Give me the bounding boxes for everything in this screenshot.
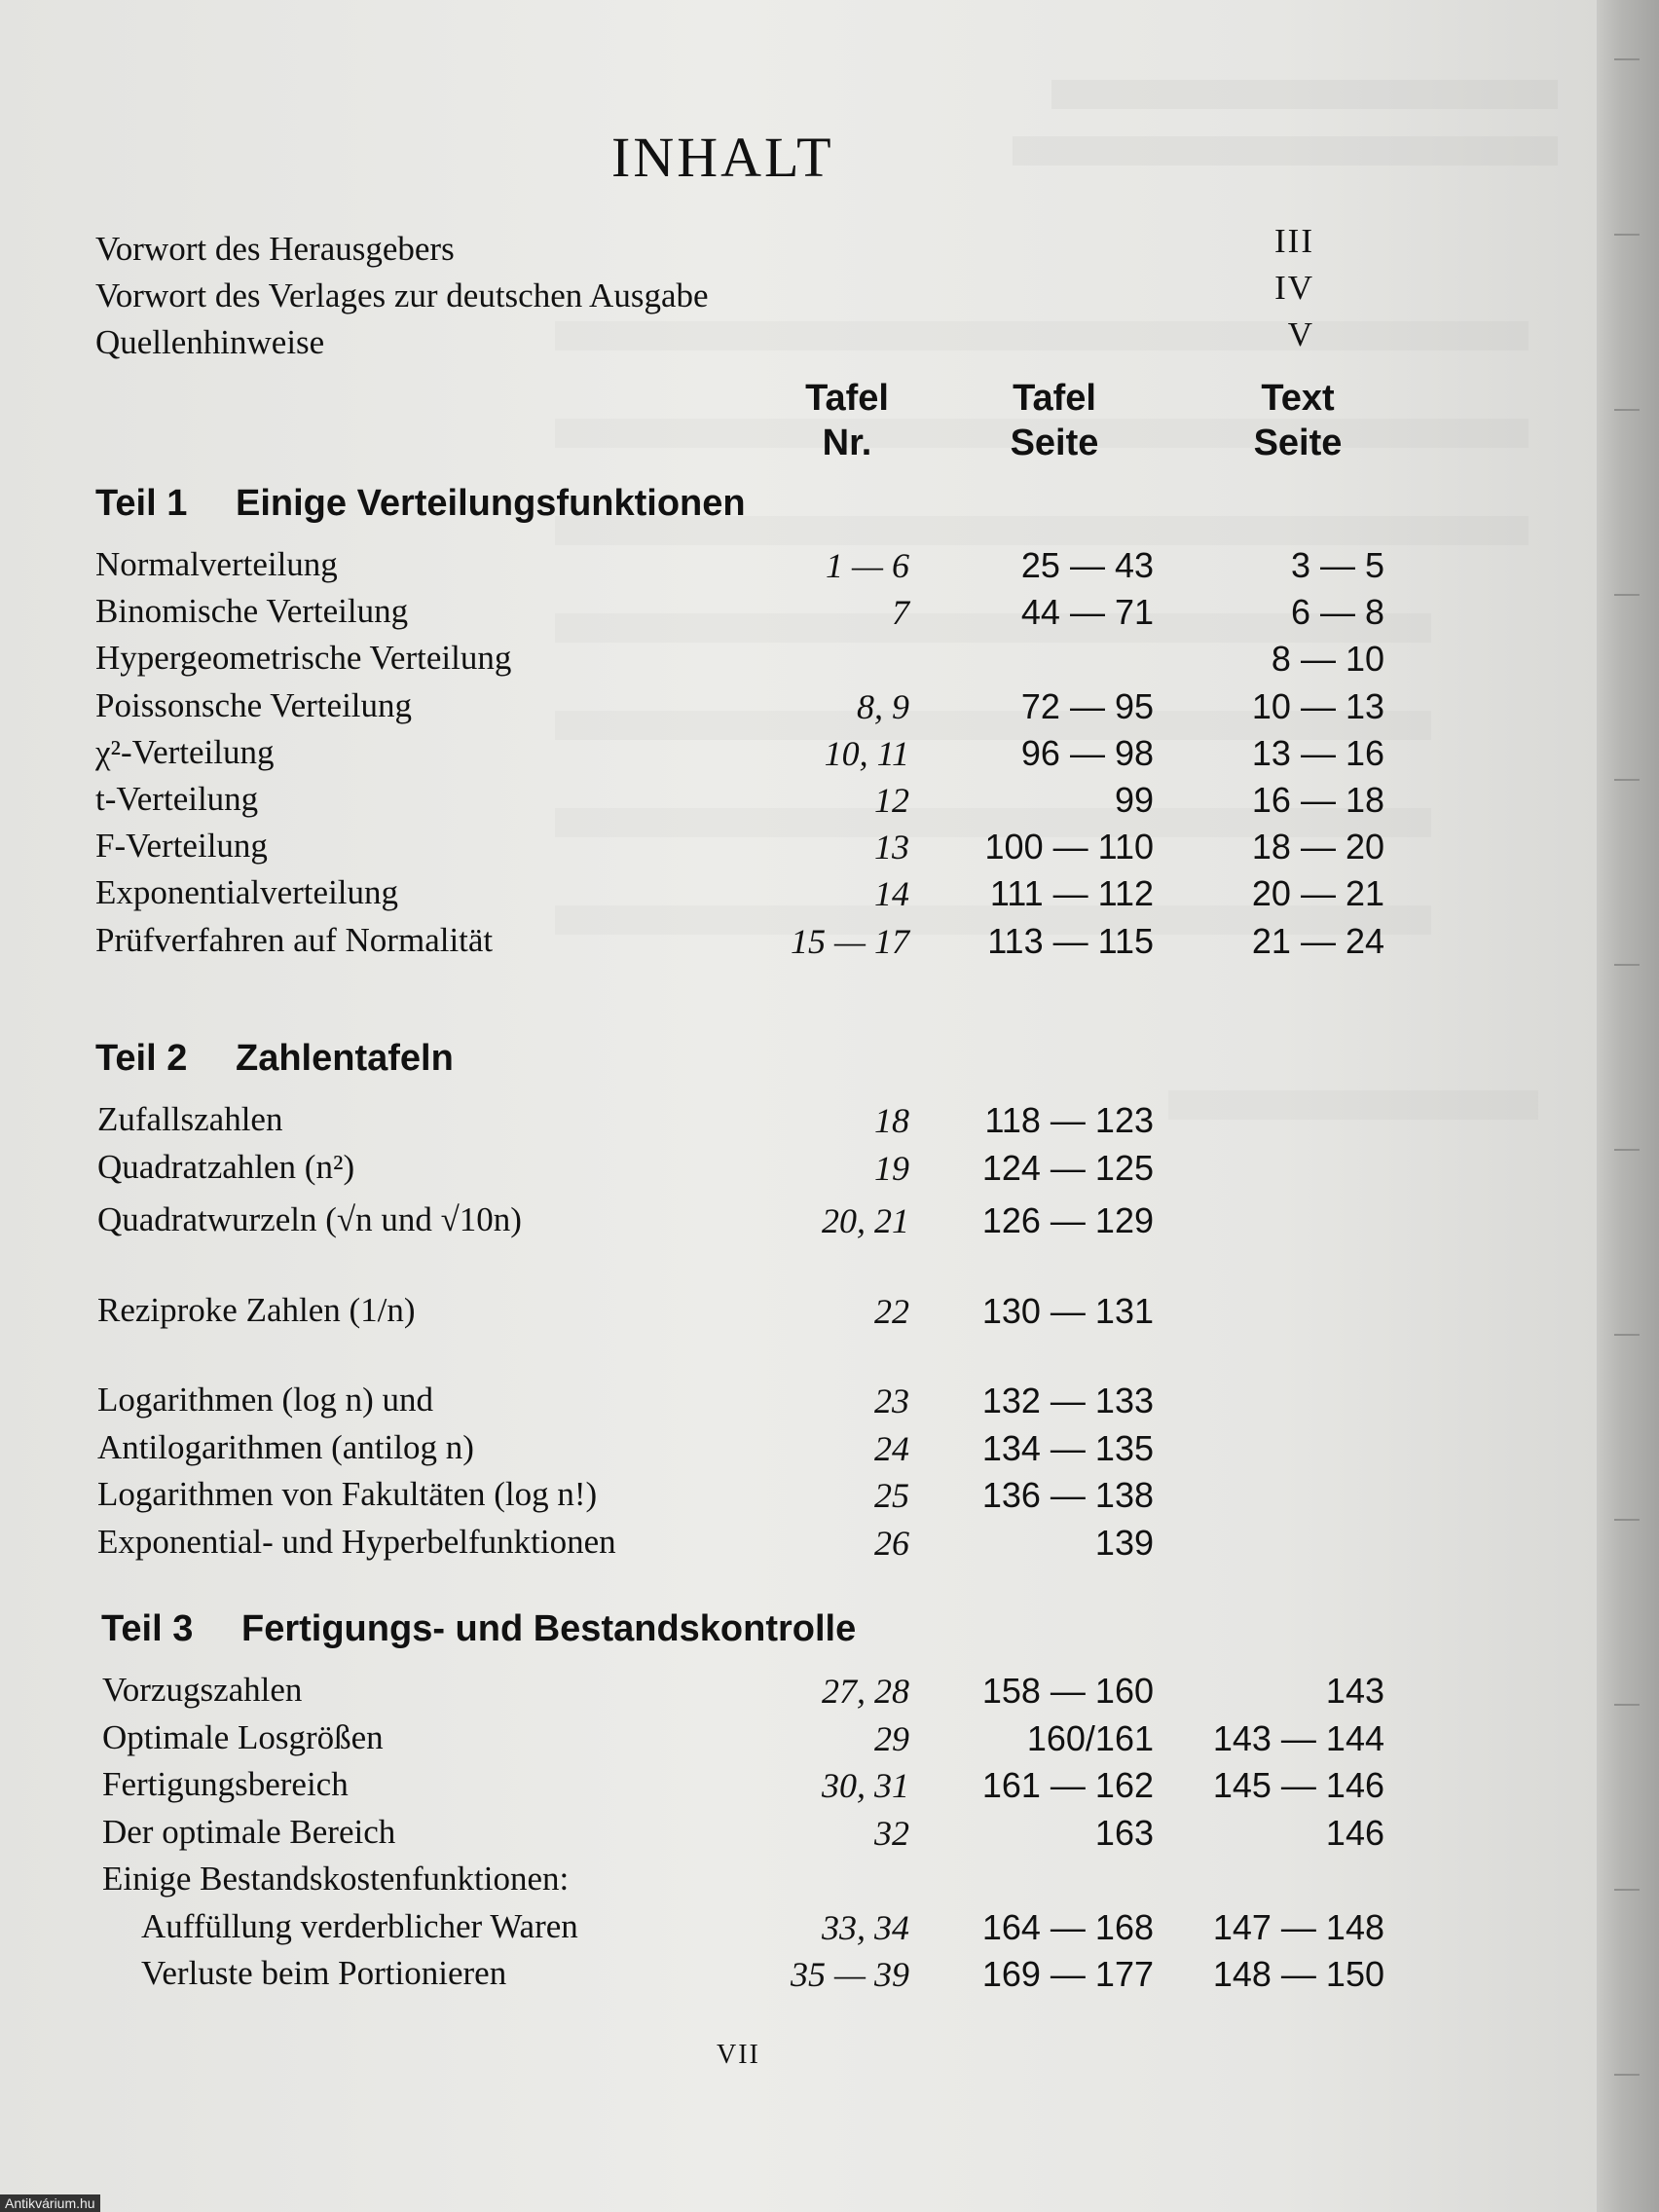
tafel-seite-value: 161 — 162 [981,1765,1154,1805]
text-seite-value: 143 — 144 [1212,1718,1384,1758]
toc-entry-label: Poissonsche Verteilung [95,686,413,724]
toc-row [0,1523,1597,1569]
text-seite-value: 148 — 150 [1212,1954,1384,1994]
text-seite-value: 18 — 20 [1251,827,1384,866]
tafel-seite-value: 132 — 133 [981,1381,1154,1420]
text-seite-value: 16 — 18 [1251,780,1384,820]
toc-entry-label: Binomische Verteilung [95,592,409,630]
tafel-nr-value: 20, 21 [822,1201,909,1240]
front-item-label: Vorwort des Verlages zur deutschen Ausgabe [95,276,709,314]
section-number: Teil 1 [95,483,188,524]
text-seite-value: 21 — 24 [1251,921,1384,961]
text-seite-value: 6 — 8 [1290,592,1384,632]
tafel-nr-value: 8, 9 [857,687,909,726]
toc-entry-label: Exponential- und Hyperbelfunktionen [97,1523,616,1561]
toc-row [0,1954,1597,2001]
toc-row [0,1148,1597,1195]
column-header-line: Tafel [1013,378,1096,419]
section-title: Einige Verteilungsfunktionen [236,483,746,524]
front-item-page: III [1274,222,1314,260]
toc-row [0,1907,1597,1954]
page-edge [1597,0,1659,2212]
toc-row [0,1813,1597,1860]
tafel-nr-value: 22 [874,1292,909,1331]
tafel-seite-value: 164 — 168 [981,1907,1154,1947]
tafel-nr-value: 33, 34 [822,1908,909,1947]
toc-entry-label: Quadratzahlen (n²) [97,1148,355,1186]
tafel-seite-value: 118 — 123 [984,1100,1154,1140]
toc-entry-label: Vorzugszahlen [102,1671,303,1709]
section-heading [101,1608,856,1650]
toc-row [0,827,1597,873]
toc-entry-label: Verluste beim Portionieren [141,1954,507,1992]
tafel-seite-value: 44 — 71 [1020,592,1154,632]
front-item-label: Vorwort des Herausgebers [95,230,455,268]
front-item-page: IV [1274,269,1314,307]
text-seite-value: 8 — 10 [1271,639,1384,679]
tafel-nr-value: 29 [874,1719,909,1758]
column-header-line: Tafel [805,378,889,419]
toc-row [0,1381,1597,1427]
toc-entry-label: F-Verteilung [95,827,268,865]
page-title: INHALT [611,126,834,189]
tafel-nr-value: 14 [874,874,909,913]
tafel-seite-value: 72 — 95 [1020,686,1154,726]
page-number: VII [717,2040,760,2070]
tafel-nr-value: 12 [874,781,909,820]
tafel-seite-value: 163 [1094,1813,1154,1853]
section-number: Teil 2 [95,1038,188,1079]
toc-row [0,780,1597,827]
column-header-line: Seite [1010,423,1099,463]
toc-entry-label: Hypergeometrische Verteilung [95,639,512,677]
toc-entry-label: Exponentialverteilung [95,873,399,911]
toc-entry-label: Fertigungsbereich [102,1765,349,1803]
tafel-seite-value: 100 — 110 [984,827,1154,866]
column-header-text-seite [1225,376,1371,465]
toc-row [0,1200,1597,1247]
text-seite-value: 145 — 146 [1212,1765,1384,1805]
column-header-line: Text [1261,378,1335,419]
tafel-nr-value: 13 [874,828,909,866]
text-seite-value: 143 [1325,1671,1384,1711]
tafel-seite-value: 111 — 112 [989,873,1154,913]
text-seite-value: 20 — 21 [1251,873,1384,913]
toc-row [0,1671,1597,1717]
tafel-seite-value: 160/161 [1026,1718,1154,1758]
toc-row [0,1860,1597,1906]
tafel-seite-value: 99 [1114,780,1154,820]
column-header-tafel-seite [981,376,1127,465]
watermark: Antikvárium.hu [0,2194,100,2212]
toc-entry-label: Reziproke Zahlen (1/n) [97,1291,416,1329]
tafel-seite-value: 124 — 125 [981,1148,1154,1188]
front-item-page: V [1287,315,1314,353]
toc-entry-label: t-Verteilung [95,780,259,818]
toc-entry-label: Logarithmen (log n) und [97,1381,434,1419]
tafel-nr-value: 25 [874,1476,909,1515]
tafel-nr-value: 10, 11 [824,734,909,773]
tafel-nr-value: 30, 31 [822,1766,909,1805]
toc-entry-label: Der optimale Bereich [102,1813,396,1851]
toc-entry-label: Antilogarithmen (antilog n) [97,1428,474,1466]
tafel-nr-value: 15 — 17 [790,922,909,961]
toc-entry-label: Prüfverfahren auf Normalität [95,921,494,959]
toc-row [0,1100,1597,1147]
column-header-line: Seite [1253,423,1343,463]
tafel-nr-value: 19 [874,1149,909,1188]
tafel-seite-value: 126 — 129 [981,1200,1154,1240]
section-heading [95,483,746,525]
toc-row [0,1291,1597,1338]
text-seite-value: 3 — 5 [1290,545,1384,585]
tafel-nr-value: 26 [874,1524,909,1563]
toc-entry-label: Auffüllung verderblicher Waren [141,1907,578,1945]
toc-row [0,921,1597,968]
tafel-nr-value: 27, 28 [822,1672,909,1711]
tafel-seite-value: 113 — 115 [987,921,1154,961]
toc-row [0,873,1597,920]
toc-row [0,545,1597,592]
column-header-line: Nr. [822,423,872,463]
tafel-seite-value: 25 — 43 [1020,545,1154,585]
section-title: Zahlentafeln [236,1038,454,1079]
tafel-nr-value: 24 [874,1429,909,1468]
tafel-nr-value: 18 [874,1101,909,1140]
toc-entry-label: Einige Bestandskostenfunktionen: [102,1860,570,1898]
column-header-tafel-nr [774,376,920,465]
toc-row [0,639,1597,685]
tafel-nr-value: 35 — 39 [790,1955,909,1994]
tafel-seite-value: 130 — 131 [981,1291,1154,1331]
tafel-nr-value: 23 [874,1382,909,1420]
tafel-seite-value: 136 — 138 [981,1475,1154,1515]
tafel-nr-value: 7 [892,593,909,632]
tafel-seite-value: 96 — 98 [1020,733,1154,773]
tafel-nr-value: 32 [874,1814,909,1853]
tafel-seite-value: 134 — 135 [981,1428,1154,1468]
toc-row [0,592,1597,639]
text-seite-value: 146 [1325,1813,1384,1853]
toc-entry-label: Logarithmen von Fakultäten (log n!) [97,1475,598,1513]
toc-row [0,1765,1597,1812]
tafel-seite-value: 169 — 177 [981,1954,1154,1994]
toc-entry-label: Quadratwurzeln (√n und √10n) [97,1200,522,1238]
tafel-nr-value: 1 — 6 [825,546,909,585]
toc-entry-label: χ²-Verteilung [95,733,275,771]
section-heading [95,1038,454,1080]
toc-row [0,1428,1597,1475]
section-number: Teil 3 [101,1608,194,1649]
toc-row [0,1718,1597,1765]
toc-entry-label: Normalverteilung [95,545,338,583]
tafel-seite-value: 158 — 160 [981,1671,1154,1711]
front-item-label: Quellenhinweise [95,323,325,361]
text-seite-value: 147 — 148 [1212,1907,1384,1947]
tafel-seite-value: 139 [1094,1523,1154,1563]
text-seite-value: 10 — 13 [1251,686,1384,726]
toc-row [0,733,1597,780]
toc-entry-label: Optimale Losgrößen [102,1718,384,1756]
section-title: Fertigungs- und Bestandskontrolle [241,1608,857,1649]
text-seite-value: 13 — 16 [1251,733,1384,773]
toc-row [0,1475,1597,1522]
toc-row [0,686,1597,733]
toc-entry-label: Zufallszahlen [97,1100,283,1138]
